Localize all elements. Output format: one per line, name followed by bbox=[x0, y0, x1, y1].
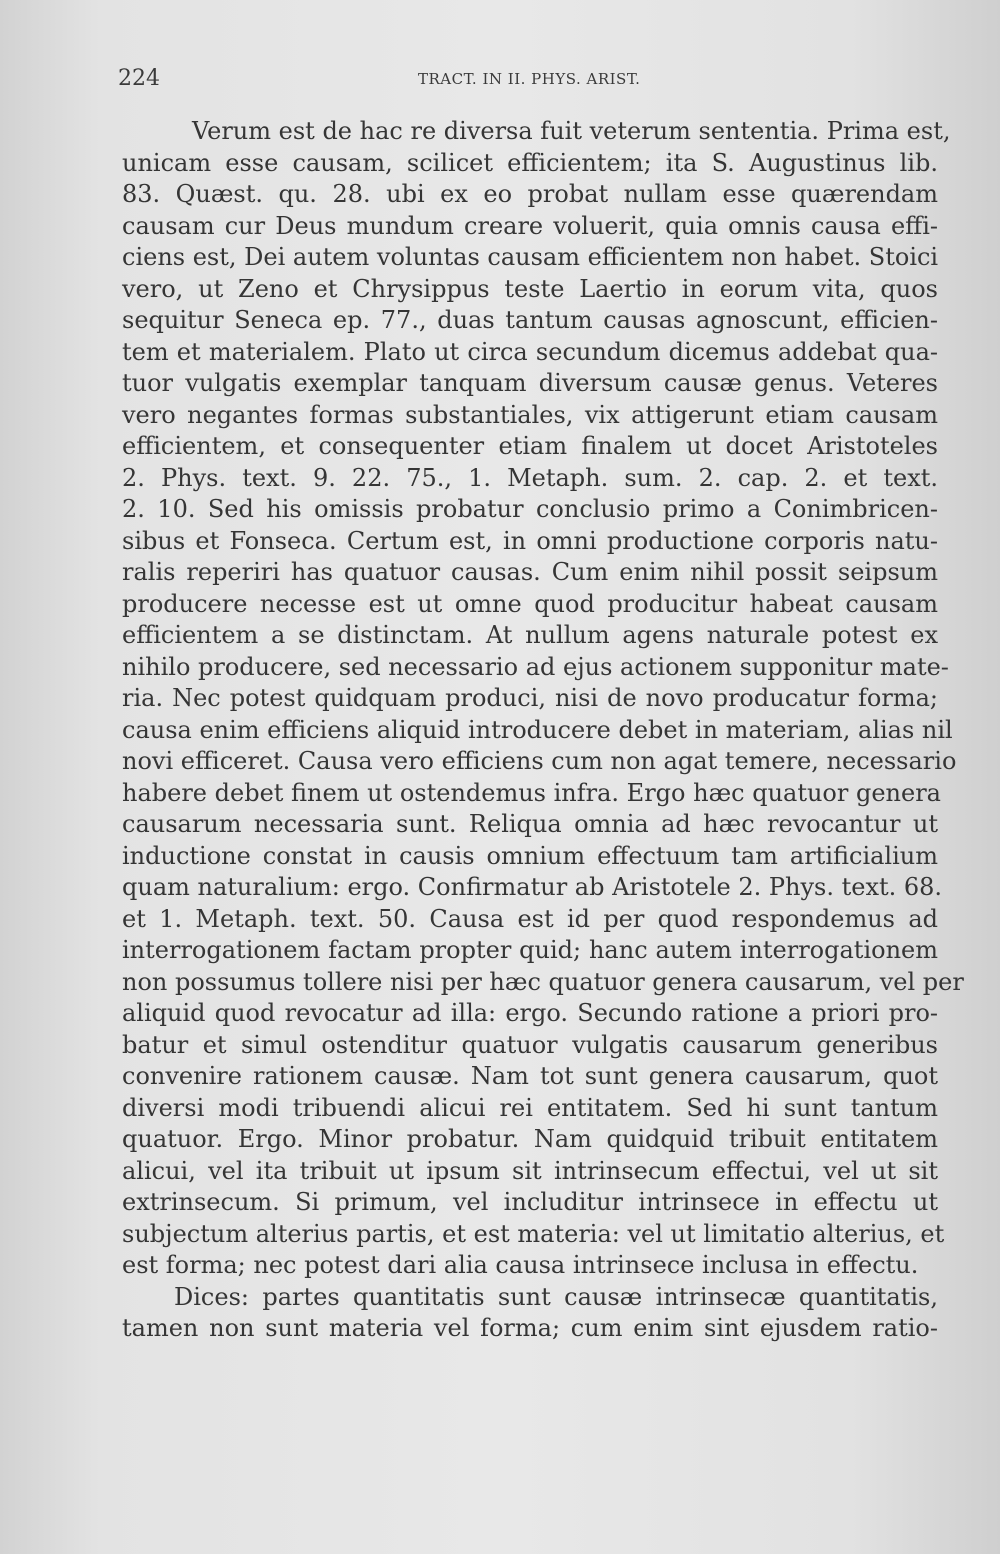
page-header bbox=[118, 66, 958, 98]
text-line: Verum est de hac re diversa fuit veterum sententia. Prima est, bbox=[192, 117, 951, 145]
body-text bbox=[122, 116, 964, 1345]
text-line: et 1. Metaph. text. 50. Causa est id per quod respondemus ad bbox=[122, 904, 938, 933]
text-line: diversi modi tribuendi alicui rei entitatem. Sed hi sunt tantum bbox=[122, 1093, 938, 1122]
text-line: extrinsecum. Si primum, vel includitur intrinsece in effectu ut bbox=[122, 1188, 938, 1216]
text-line: non possumus tollere nisi per hæc quatuor genera causarum, vel per bbox=[122, 967, 964, 996]
running-head: TRACT. IN II. PHYS. ARIST. bbox=[418, 70, 641, 88]
text-line: causam cur Deus mundum creare voluerit, quia omnis causa effi- bbox=[122, 211, 938, 240]
text-line: unicam esse causam, scilicet efficientem; ita S. Augustinus lib. bbox=[122, 148, 938, 177]
text-line: ciens est, Dei autem voluntas causam efficientem non habet. Stoici bbox=[122, 243, 939, 271]
text-line: vero negantes formas substantiales, vix attigerunt etiam causam bbox=[122, 400, 938, 429]
text-line: inductione constat in causis omnium effectuum tam artificialium bbox=[122, 841, 938, 870]
text-line: aliquid quod revocatur ad illa: ergo. Secundo ratione a priori pro- bbox=[122, 999, 938, 1027]
text-line: producere necesse est ut omne quod producitur habeat causam bbox=[122, 589, 938, 618]
text-line: quatuor. Ergo. Minor probatur. Nam quidquid tribuit entitatem bbox=[122, 1125, 938, 1153]
text-line: habere debet finem ut ostendemus infra. Ergo hæc quatuor genera bbox=[122, 778, 941, 807]
text-line: tamen non sunt materia vel forma; cum enim sint ejusdem ratio- bbox=[122, 1314, 938, 1342]
text-line: est forma; nec potest dari alia causa intrinsece inclusa in effectu. bbox=[122, 1251, 919, 1279]
text-line: batur et simul ostenditur quatuor vulgatis causarum generibus bbox=[122, 1030, 938, 1059]
text-line: convenire rationem causæ. Nam tot sunt genera causarum, quot bbox=[122, 1062, 938, 1090]
text-line: tuor vulgatis exemplar tanquam diversum causæ genus. Veteres bbox=[122, 369, 938, 397]
text-line: nihilo producere, sed necessario ad ejus actionem supponitur mate- bbox=[122, 652, 949, 681]
text-line: ralis reperiri has quatuor causas. Cum enim nihil possit seipsum bbox=[122, 558, 938, 586]
text-line: Dices: partes quantitatis sunt causæ intrinsecæ quantitatis, bbox=[174, 1282, 938, 1311]
text-line: 2. Phys. text. 9. 22. 75., 1. Metaph. sum. 2. cap. 2. et text. bbox=[122, 463, 938, 492]
text-line: sibus et Fonseca. Certum est, in omni productione corporis natu- bbox=[122, 526, 938, 555]
text-line: efficientem, et consequenter etiam finalem ut docet Aristoteles bbox=[122, 432, 938, 460]
text-line: subjectum alterius partis, et est materia: vel ut limitatio alterius, et bbox=[122, 1219, 945, 1248]
text-line: tem et materialem. Plato ut circa secundum dicemus addebat qua- bbox=[122, 337, 938, 366]
text-line: causarum necessaria sunt. Reliqua omnia ad hæc revocantur ut bbox=[122, 810, 938, 838]
text-line: vero, ut Zeno et Chrysippus teste Laertio in eorum vita, quos bbox=[122, 274, 938, 303]
text-line: 83. Quæst. qu. 28. ubi ex eo probat nullam esse quærendam bbox=[122, 180, 938, 208]
page-number: 224 bbox=[118, 66, 160, 91]
text-line: quam naturalium: ergo. Confirmatur ab Aristotele 2. Phys. text. 68. bbox=[122, 873, 943, 901]
text-line: interrogationem factam propter quid; hanc autem interrogationem bbox=[122, 936, 938, 964]
text-line: alicui, vel ita tribuit ut ipsum sit intrinsecum effectui, vel ut sit bbox=[122, 1156, 938, 1185]
text-line: efficientem a se distinctam. At nullum agens naturale potest ex bbox=[122, 621, 938, 649]
text-line: causa enim efficiens aliquid introducere debet in materiam, alias nil bbox=[122, 715, 953, 744]
text-line: sequitur Seneca ep. 77., duas tantum causas agnoscunt, efficien- bbox=[122, 306, 938, 334]
text-line: ria. Nec potest quidquam produci, nisi de novo producatur forma; bbox=[122, 684, 938, 712]
text-line: 2. 10. Sed his omissis probatur conclusio primo a Conimbricen- bbox=[122, 495, 938, 523]
text-line: novi efficeret. Causa vero efficiens cum non agat temere, necessario bbox=[122, 747, 957, 775]
